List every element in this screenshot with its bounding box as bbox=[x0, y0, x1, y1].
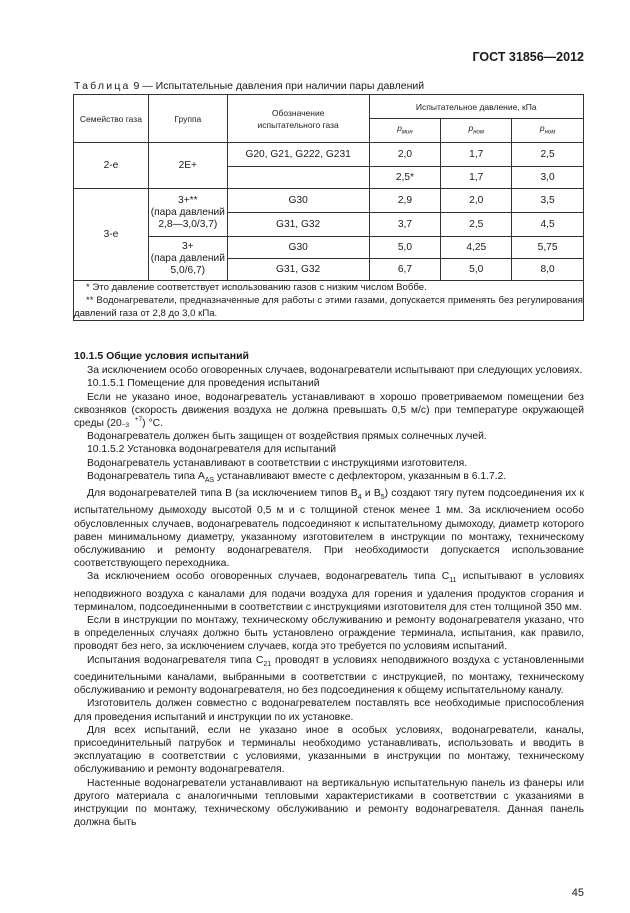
header-designation: Обозначение испытательного газа bbox=[227, 95, 369, 143]
cell-value: 2,5* bbox=[369, 167, 441, 189]
cell-value: 2,0 bbox=[369, 143, 441, 167]
subsection-title: 10.1.5.2 Установка водонагревателя для испытаний bbox=[87, 444, 337, 456]
temperature-tolerance: +7 −3 bbox=[121, 416, 143, 430]
cell-value: 3,0 bbox=[512, 167, 584, 189]
header-group: Группа bbox=[148, 95, 227, 143]
table-note-2: ** Водонагреватели, предназначенные для работы с этими газами, допускается применять без регулирования давлений газа от 2,8 до 3,0 кПа. bbox=[74, 295, 583, 319]
cell-value: 3,7 bbox=[369, 213, 441, 237]
cell-value: 5,0 bbox=[369, 237, 441, 259]
cell-group-3a: 3+** (пара давлений 2,8—3,0/3,7) bbox=[148, 189, 227, 237]
paragraph: Водонагреватель должен быть защищен от воздействия прямых солнечных лучей. bbox=[87, 431, 487, 443]
paragraph: Для водонагревателей типа В (за исключением типов $В_4$ и $В_5$) создают тягу путем подсоединения их к испытательному дымоходу высотой 0,5 м и с толщиной стенок менее 1 мм. За исключением особо обусловленных случаев, водонагреватель подсоединяют к испытательному дымоходу, диаметр которого равен минимальному диаметру, указанному изготовителем в инструкции по монтажу, техническому обслуживанию и ремонту водонагревателя. При необходимости допускается использование соответствующего переходника. bbox=[74, 488, 584, 570]
cell-value: 2,9 bbox=[369, 189, 441, 213]
cell-value: 5,75 bbox=[512, 237, 584, 259]
paragraph: Если не указано иное, водонагреватель устанавливают в хорошо проветриваемом помещении без сквозняков (скорость движения воздуха не должна превышать 0,5 м/с) при температуре окружающей среды (20 +7 −3 ) °С. bbox=[74, 391, 584, 430]
table-caption bbox=[74, 80, 424, 92]
table-caption-word: Таблица bbox=[74, 80, 131, 92]
header-p-nom: $p_{ном}$ bbox=[441, 119, 512, 143]
pressure-table bbox=[73, 94, 584, 321]
table-caption-number: 9 bbox=[133, 80, 140, 92]
cell-family-2: 2-е bbox=[74, 143, 149, 189]
cell-value: 3,5 bbox=[512, 189, 584, 213]
paragraph: Если в инструкции по монтажу, техническому обслуживанию и ремонту водонагревателя указано, что в определенных случаях должно быть установлено ограждение терминала, испытания, как правило, проводят без него, за исключением случаев, когда это требуется по условиям испытаний. bbox=[74, 615, 584, 653]
paragraph: Настенные водонагреватели устанавливают на вертикальную испытательную панель из фанеры или другого материала с аналогичными тепловыми характеристиками в соответствии с указаниями в инструкции по монтажу, техническому обслуживанию и ремонту водонагревателя. Данная панель должна быть bbox=[74, 777, 584, 829]
page-number: 45 bbox=[571, 887, 584, 899]
cell-value: 5,0 bbox=[441, 259, 512, 281]
cell-value: 4,25 bbox=[441, 237, 512, 259]
paragraph: Водонагреватель типа $А_{AS}$ устанавливают вместе с дефлектором, указанным в 6.1.7.2. bbox=[87, 470, 507, 484]
cell-value: 1,7 bbox=[441, 167, 512, 189]
paragraph: За исключением особо оговоренных случаев, водонагреватель типа $С_{11}$ испытывают в условиях неподвижного воздуха с каналами для подачи воздуха для горения и удаления продуктов сгорания и терминалом, подсоединенными в соответствии с инструкциями изготовителя для стен толщиной 350 мм. bbox=[74, 571, 584, 613]
table-note-1: * Это давление соответствует использованию газов с низким числом Воббе. bbox=[86, 282, 427, 293]
header-family: Семейство газа bbox=[74, 95, 149, 143]
cell-value: 2,5 bbox=[512, 143, 584, 167]
cell-gas: G30 bbox=[227, 189, 369, 213]
header-pressure: Испытательное давление, кПа bbox=[369, 95, 583, 119]
cell-gas: G30 bbox=[227, 237, 369, 259]
paragraph: Изготовитель должен совместно с водонагревателем поставлять все необходимые приспособления для проведения испытаний и инструкции по их установке. bbox=[74, 698, 584, 723]
cell-value: 8,0 bbox=[512, 259, 584, 281]
document-code: ГОСТ 31856—2012 bbox=[472, 50, 584, 64]
paragraph: Испытания водонагревателя типа $С_{21}$ проводят в условиях неподвижного воздуха с установленными соединительными каналами, выбранными в соответствии с инструкцией, по монтажу, техническому обслуживанию и ремонту водонагревателя, но без подсоединения к общему испытательному каналу. bbox=[74, 654, 584, 697]
header-p-min: $p_{мин}$ bbox=[369, 119, 441, 143]
header-p-max: $p_{ном}$ bbox=[512, 119, 584, 143]
paragraph: Водонагреватель устанавливают в соответствии с инструкциями изготовителя. bbox=[87, 457, 468, 469]
subsection-title: 10.1.5.1 Помещение для проведения испытаний bbox=[87, 378, 320, 390]
cell-value: 2,5 bbox=[441, 213, 512, 237]
cell-gas bbox=[227, 167, 369, 189]
cell-value: 2,0 bbox=[441, 189, 512, 213]
body-text bbox=[74, 350, 584, 829]
cell-value: 4,5 bbox=[512, 213, 584, 237]
cell-value: 1,7 bbox=[441, 143, 512, 167]
table-notes bbox=[74, 281, 584, 321]
paragraph: Для всех испытаний, если не указано иное в особых условиях, водонагреватели, каналы, присоединительный патрубок и терминалы необходимо устанавливать, использовать и вводить в эксплуатацию в соответствии с условиями, указанными в инструкции по монтажу, техническому обслуживанию и ремонту водонагревателя. bbox=[74, 724, 584, 776]
cell-gas: G31, G32 bbox=[227, 259, 369, 281]
paragraph: За исключением особо оговоренных случаев, водонагреватели испытывают при следующих условиях. bbox=[87, 365, 583, 377]
cell-group-3b: 3+ (пара давлений 5,0/6,7) bbox=[148, 237, 227, 281]
cell-value: 6,7 bbox=[369, 259, 441, 281]
table-caption-text: — Испытательные давления при наличии пары давлений bbox=[142, 80, 425, 92]
cell-gas: G31, G32 bbox=[227, 213, 369, 237]
section-heading: 10.1.5 Общие условия испытаний bbox=[74, 350, 249, 362]
cell-family-3: 3-е bbox=[74, 189, 149, 281]
cell-gas: G20, G21, G222, G231 bbox=[227, 143, 369, 167]
cell-group-2e: 2Е+ bbox=[148, 143, 227, 189]
